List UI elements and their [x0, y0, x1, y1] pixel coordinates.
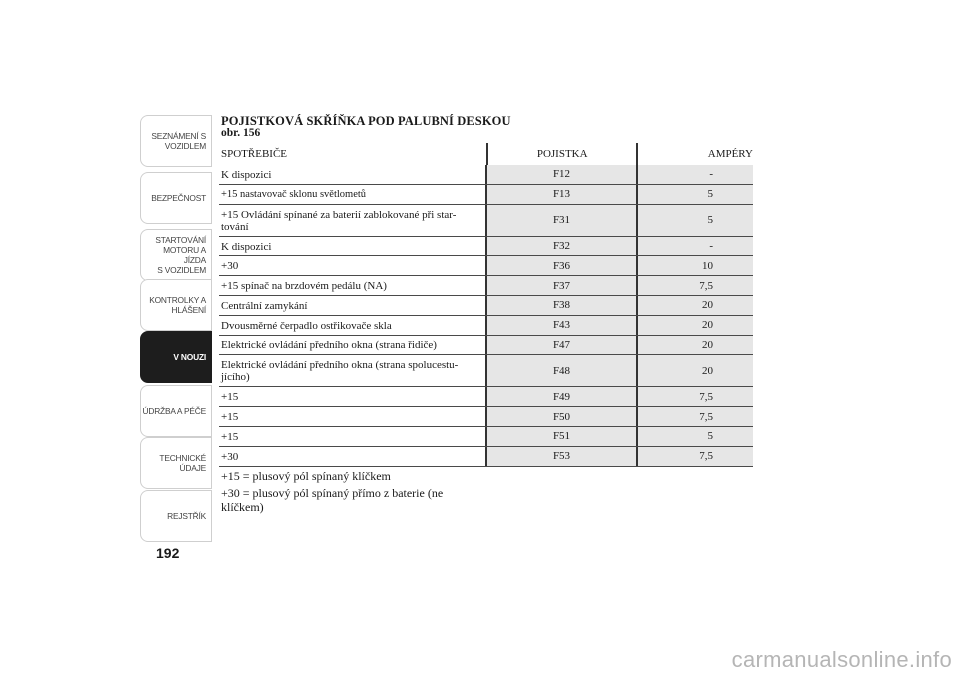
watermark: carmanualsonline.info: [731, 647, 952, 672]
table-row: [219, 427, 753, 447]
tab-kontrolky-a-hlaseni[interactable]: KONTROLKY A HLÁŠENÍ: [140, 279, 212, 331]
cell-fuse: F49: [485, 387, 636, 406]
cell-amps: 5: [636, 205, 753, 236]
cell-fuse: F53: [485, 447, 636, 466]
cell-consumer: +30: [221, 450, 239, 463]
fuse-table: [219, 143, 753, 467]
cell-fuse: F50: [485, 407, 636, 426]
cell-fuse: F47: [485, 336, 636, 355]
page-title: POJISTKOVÁ SKŘÍŇKA POD PALUBNÍ DESKOU: [221, 114, 511, 128]
cell-consumer: +15: [221, 411, 239, 424]
cell-fuse: F36: [485, 256, 636, 275]
table-row: [219, 205, 753, 237]
table-row: [219, 165, 753, 185]
cell-fuse: F13: [485, 185, 636, 204]
page-number: 192: [156, 545, 180, 561]
cell-consumer: Elektrické ovládání předního okna (strana spolucestu- jícího): [221, 359, 459, 384]
cell-amps: 7,5: [636, 407, 753, 426]
cell-consumer: +15 nastavovač sklonu světlometů: [221, 188, 367, 200]
tab-udrzba-a-pece[interactable]: ÚDRŽBA A PÉČE: [140, 385, 212, 437]
cell-consumer: +15 Ovládání spínané za baterií zablokované při star- tování: [221, 208, 457, 233]
tab-rejstrik[interactable]: REJSTŘÍK: [140, 490, 212, 542]
table-row: [219, 296, 753, 316]
cell-fuse: F37: [485, 276, 636, 295]
cell-amps: -: [636, 237, 753, 256]
cell-amps: 20: [636, 296, 753, 315]
cell-amps: 7,5: [636, 387, 753, 406]
table-row: [219, 185, 753, 205]
cell-fuse: F51: [485, 427, 636, 446]
cell-consumer: K dispozici: [221, 168, 272, 181]
cell-amps: 20: [636, 355, 753, 386]
cell-consumer: K dispozici: [221, 240, 272, 253]
table-header: [219, 143, 753, 165]
note-plus15: +15 = plusový pól spínaný klíčkem: [221, 469, 391, 483]
table-row: [219, 316, 753, 336]
header-fuse: POJISTKA: [486, 143, 636, 165]
table-row: [219, 387, 753, 407]
table-row: [219, 407, 753, 427]
note-plus30: +30 = plusový pól spínaný přímo z baterie (ne klíčkem): [221, 486, 444, 514]
cell-consumer: +15: [221, 430, 239, 443]
tab-bezpecnost[interactable]: BEZPEČNOST: [140, 172, 212, 224]
cell-amps: -: [636, 165, 753, 184]
cell-fuse: F48: [485, 355, 636, 386]
table-row: [219, 447, 753, 467]
table-row: [219, 336, 753, 356]
cell-amps: 5: [636, 185, 753, 204]
table-row: [219, 355, 753, 387]
cell-amps: 7,5: [636, 276, 753, 295]
figure-reference: obr. 156: [221, 127, 261, 139]
cell-amps: 20: [636, 336, 753, 355]
cell-fuse: F12: [485, 165, 636, 184]
cell-fuse: F38: [485, 296, 636, 315]
cell-consumer: Centrální zamykání: [221, 299, 308, 312]
table-row: [219, 256, 753, 276]
cell-consumer: +15 spínač na brzdovém pedálu (NA): [221, 280, 387, 293]
tab-seznameni-s-vozidlem[interactable]: SEZNÁMENÍ S VOZIDLEM: [140, 115, 212, 167]
header-consumers: SPOTŘEBIČE: [221, 148, 288, 160]
tab-startovani-motoru[interactable]: STARTOVÁNÍ MOTORU A JÍZDA S VOZIDLEM: [140, 229, 212, 281]
cell-amps: 10: [636, 256, 753, 275]
cell-amps: 7,5: [636, 447, 753, 466]
cell-amps: 5: [636, 427, 753, 446]
table-row: [219, 237, 753, 257]
cell-consumer: Dvousměrné čerpadlo ostřikovače skla: [221, 319, 392, 332]
cell-consumer: Elektrické ovládání předního okna (strana řidiče): [221, 339, 437, 352]
table-row: [219, 276, 753, 296]
cell-consumer: +30: [221, 260, 239, 273]
cell-amps: 20: [636, 316, 753, 335]
legend-notes: [221, 469, 471, 517]
cell-fuse: F43: [485, 316, 636, 335]
cell-consumer: +15: [221, 391, 239, 404]
cell-fuse: F31: [485, 205, 636, 236]
tab-technicke-udaje[interactable]: TECHNICKÉ ÚDAJE: [140, 437, 212, 489]
header-amps: AMPÉRY: [636, 143, 753, 165]
cell-fuse: F32: [485, 237, 636, 256]
tab-v-nouzi[interactable]: V NOUZI: [140, 331, 212, 383]
